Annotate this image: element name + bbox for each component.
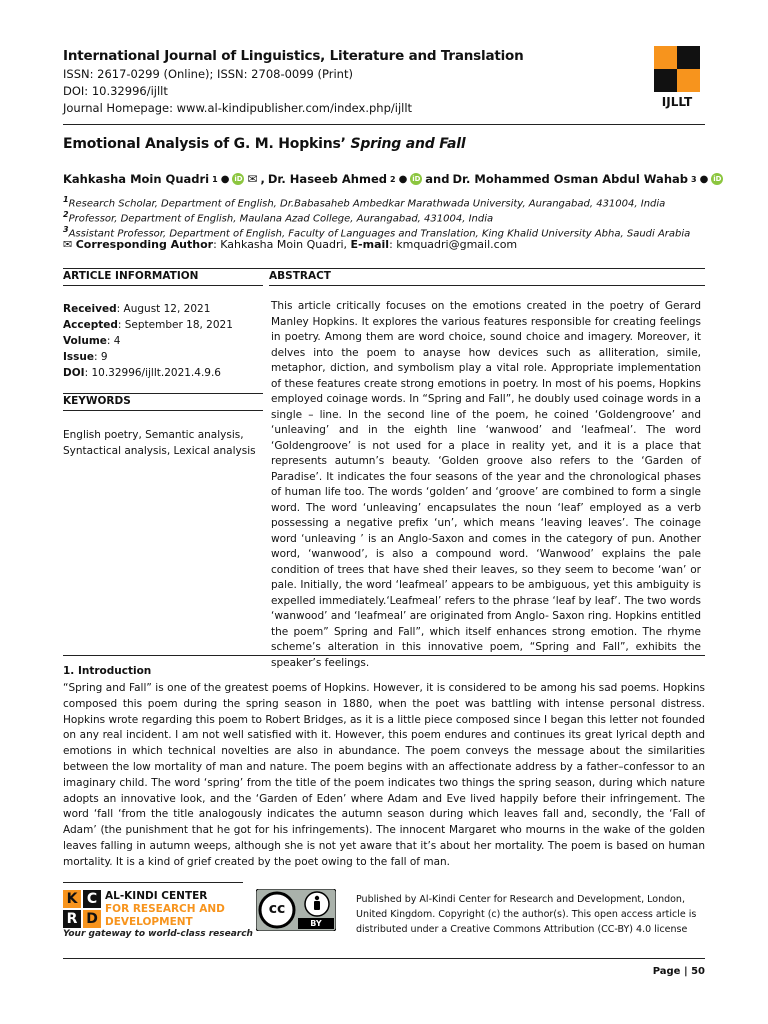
doi-label: DOI bbox=[63, 367, 85, 379]
keywords-top-rule bbox=[63, 393, 263, 394]
keywords-rule bbox=[63, 410, 263, 411]
cc-label: cc bbox=[268, 901, 286, 917]
person-icon: ● bbox=[398, 173, 408, 185]
journal-title: International Journal of Linguistics, Literature and Translation bbox=[63, 48, 524, 64]
introduction-text: “Spring and Fall” is one of the greatest poems of Hopkins. However, it is considered to be among his sad poems. Hopkins composed this poem during the spring season in 1880, when the poet was battling with intense personal distress. Hopkins wrote regarding this poem to Robert Bridges, as it is a little piece composed since I began this letter not founded on any real incident. I am not well satisfied with it. However, this poem endures and continues its great lyrical depth and emotions in which technical novelties are also in abundance. The poem conveys the message about the similarities between the low mortality of man and nature. The poem begins with an affectionate address by a father–confessor to an imaginary child. The word ‘spring’ from the title of the poem indicates two things the spring season, during which nature adopts an innovative look, and the ‘Garden of Eden’ where Adam and Eve lived happily before their infringement. The word ‘fall ‘from the title analogously indicates the autumn season during which leaves fall and, secondly, the ‘Fall of Adam’ (the punishment that he got for his infringements). The innocent Margaret who mourns in the wake of the golden leaves falling in autumn weeps, although she is not yet aware that it’s about her mortality. The poem is based on human mortality. It is a kind of grief created by the poet owing to the fall of man. bbox=[63, 682, 705, 868]
accepted-label: Accepted bbox=[63, 319, 118, 331]
author-name: Dr. Mohammed Osman Abdul Wahab bbox=[452, 172, 688, 186]
kcrd-letter: R bbox=[63, 910, 81, 928]
publisher-line: AL-KINDI CENTER bbox=[105, 890, 208, 902]
journal-issn: ISSN: 2617-0299 (Online); ISSN: 2708-0099 (Print) bbox=[63, 67, 353, 81]
logo-square bbox=[677, 46, 700, 69]
journal-doi: DOI: 10.32996/ijllt bbox=[63, 84, 168, 98]
logo-square bbox=[677, 69, 700, 92]
orcid-icon[interactable]: iD bbox=[234, 175, 243, 183]
affiliation-sup: 1 bbox=[63, 195, 69, 204]
orcid-icon[interactable]: iD bbox=[713, 175, 722, 183]
email-label: E-mail bbox=[350, 238, 390, 251]
author-separator: and bbox=[425, 172, 450, 186]
logo-square bbox=[654, 46, 677, 69]
affiliation-text: Professor, Department of English, Maulana Azad College, Aurangabad, 431004, India bbox=[68, 213, 494, 225]
corresponding-name: Kahkasha Moin Quadri, bbox=[220, 238, 348, 251]
cc-by-badge[interactable] bbox=[256, 889, 336, 931]
keywords-heading: KEYWORDS bbox=[63, 395, 131, 407]
kcrd-letter: K bbox=[63, 890, 81, 908]
abstract-bottom-rule bbox=[63, 655, 705, 656]
corresponding-label: Corresponding Author bbox=[75, 238, 214, 251]
introduction-heading: 1. Introduction bbox=[63, 665, 152, 677]
publisher-name bbox=[105, 890, 265, 929]
issue-row: Issue: 9 bbox=[63, 351, 108, 363]
person-icon: ● bbox=[699, 173, 709, 185]
abstract-heading: ABSTRACT bbox=[269, 270, 331, 282]
accepted-value: September 18, 2021 bbox=[124, 319, 233, 331]
author-sup: 1 bbox=[212, 174, 218, 184]
received-value: August 12, 2021 bbox=[123, 303, 211, 315]
author-line bbox=[63, 172, 723, 186]
affiliation-sup: 2 bbox=[63, 210, 69, 219]
kcrd-letter: C bbox=[83, 890, 101, 908]
corresponding-author: ✉ Corresponding Author: Kahkasha Moin Quadri, E-mail: kmquadri@gmail.com bbox=[63, 238, 518, 251]
author-sup: 2 bbox=[389, 174, 396, 184]
author-name: Dr. Haseeb Ahmed bbox=[267, 172, 387, 186]
envelope-icon: ✉ bbox=[247, 172, 258, 186]
received-row: Received: August 12, 2021 bbox=[63, 303, 211, 315]
abstract-rule bbox=[269, 285, 705, 286]
logo-text: IJLLT bbox=[661, 95, 693, 109]
abstract-text: This article critically focuses on the emotions created in the poetry of Gerard Manley Hopkins. It explores the various features responsible for creating feelings in poetry. Among them are word choice, sound choice and imagery. Moreover, it delves into the poem to anayse how devices such as alliteration, simile, metaphor, diction, and symbolism play a vital role. Appropriate implementation of these features create strong emotions in poetry. In most of his poems, Hopkins employed coinage words. In “Spring and Fall”, he doubly used coinage words in a single – line. In the second line of the poem, he coined ‘Goldengroove’ and ‘unleaving’ and in the eighth line ‘wanwood’ and ‘leafmeal’. The word ‘Goldengroove’ is not used for a place in reality yet, and it is a place that represents autumn’s beauty. ‘Golden groove also refers to the ‘Garden of Paradise’. It indicates the four seasons of the year and the chronological phases of human life too. The words ‘golden’ and ‘groove’ are combined to form a single word. The word ‘unleaving’ encapsulates the noun ‘leaf’ employed as a verb possessing a negative prefix ‘un’, which means ‘leaving leaves’. The coinage word ‘unleaving ’ is an Anglo-Saxon and comes in the category of pun. Another word, ‘wanwood’, is also a compound word. ‘Wanwood’ explains the pale condition of trees that have shed their leaves, so they seem to become ‘wan’ or pale. Initially, the word ‘leafmeal’ appears to be ambiguous, yet this ambiguity is expelled immediately.‘Leafmeal’ refers to the phrase ‘leaf by leaf’. The two words ‘wanwood’ and ‘leafmeal’ are originated from Anglo- Saxon ring. Hopkins entitled the poem” Spring and Fall”, which itself enhances strong emotion. The rhyme scheme’s alteration in this innovative poem, “Spring and Fall”, exhibits the speaker’s feelings. bbox=[271, 300, 701, 669]
email-link[interactable]: kmquadri@gmail.com bbox=[396, 238, 518, 251]
volume-value: 4 bbox=[113, 335, 121, 347]
author-name: Kahkasha Moin Quadri bbox=[63, 172, 210, 186]
section-top-rule bbox=[63, 268, 705, 269]
kcrd-grid bbox=[63, 890, 101, 928]
ijllt-logo bbox=[654, 46, 700, 92]
paper-title bbox=[63, 136, 465, 152]
person-icon: ● bbox=[220, 173, 230, 185]
envelope-icon: ✉ bbox=[63, 238, 73, 251]
paper-title-main: Emotional Analysis of G. M. Hopkins’ bbox=[63, 136, 346, 152]
kcrd-letter: D bbox=[83, 910, 101, 928]
author-sup: 3 bbox=[691, 174, 697, 184]
orcid-icon[interactable]: iD bbox=[412, 175, 421, 183]
author-separator: , bbox=[260, 172, 265, 186]
issue-label: Issue bbox=[63, 351, 95, 363]
volume-label: Volume bbox=[63, 335, 107, 347]
issue-value: 9 bbox=[100, 351, 108, 363]
affiliation-sup: 3 bbox=[63, 225, 69, 234]
footer-rule bbox=[63, 882, 243, 883]
accepted-row: Accepted: September 18, 2021 bbox=[63, 319, 233, 331]
publisher-line: FOR RESEARCH AND bbox=[105, 903, 225, 915]
affiliation-text: Research Scholar, Department of English, Dr.Babasaheb Ambedkar Marathwada University, Aurangabad, 431004, India bbox=[68, 198, 666, 210]
info-rule bbox=[63, 285, 263, 286]
affiliation-text: Assistant Professor, Department of English, Faculty of Languages and Translation, King Khalid University Abha, Saudi Arabia bbox=[68, 228, 691, 240]
logo-square bbox=[654, 69, 677, 92]
license-text: Published by Al-Kindi Center for Research and Development, London, United Kingdom. Copyright (c) the author(s). This open access article is distributed under a Creative Commons Attribution (CC-BY) 4.0 license bbox=[356, 894, 697, 935]
received-label: Received bbox=[63, 303, 117, 315]
publisher-tagline: Your gateway to world-class research bbox=[63, 929, 253, 939]
volume-row: Volume: 4 bbox=[63, 335, 121, 347]
article-info bbox=[63, 301, 233, 381]
page-footer-rule bbox=[63, 958, 705, 959]
by-label: BY bbox=[310, 919, 322, 928]
doi-value[interactable]: 10.32996/ijllt.2021.4.9.6 bbox=[91, 367, 221, 379]
page-number: Page | 50 bbox=[652, 966, 705, 977]
doi-row: DOI: 10.32996/ijllt.2021.4.9.6 bbox=[63, 367, 221, 379]
keywords-text: English poetry, Semantic analysis, Syntactical analysis, Lexical analysis bbox=[63, 429, 256, 457]
journal-homepage[interactable]: Journal Homepage: www.al-kindipublisher.com/index.php/ijllt bbox=[63, 101, 413, 115]
publisher-line: DEVELOPMENT bbox=[105, 916, 193, 928]
paper-title-italic: Spring and Fall bbox=[350, 136, 466, 152]
header-divider bbox=[63, 124, 705, 125]
article-info-heading: ARTICLE INFORMATION bbox=[63, 270, 199, 282]
